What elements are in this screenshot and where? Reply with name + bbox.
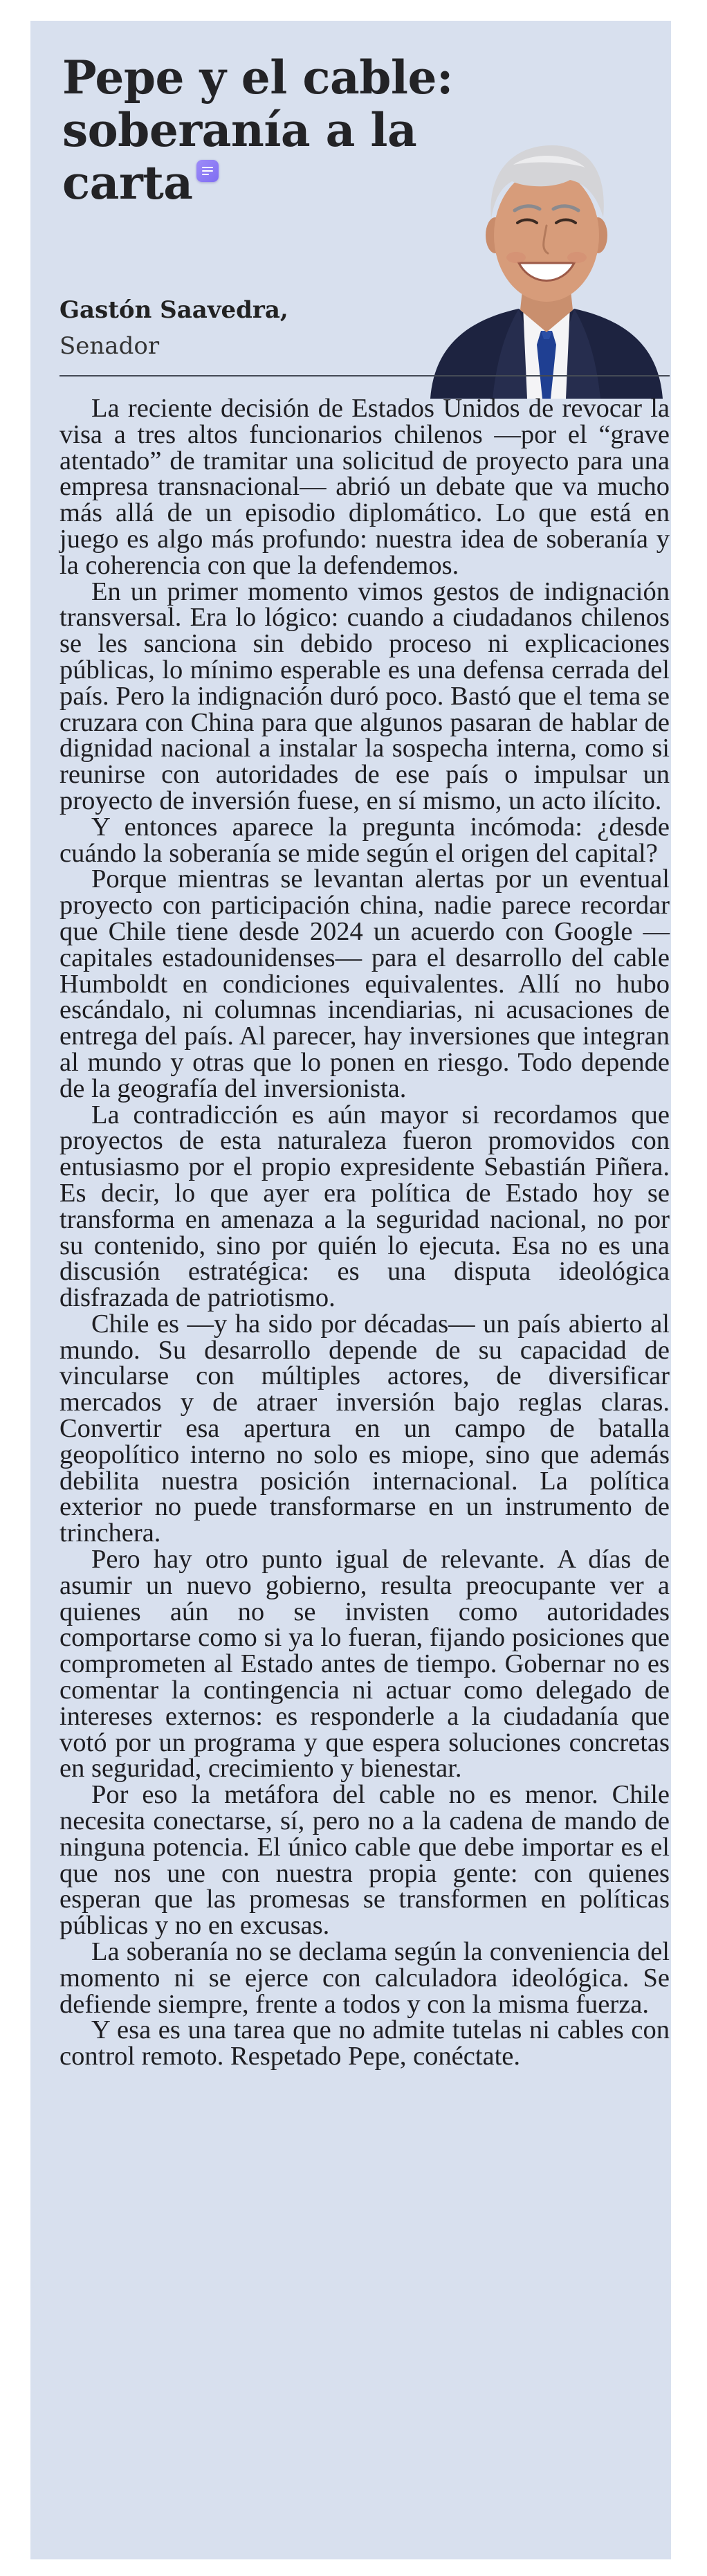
author-name: Gastón Saavedra,	[59, 296, 288, 324]
article-paragraph: Pero hay otro punto igual de relevante. A días de asumir un nuevo gobierno, resulta preocupante ver a quienes aún no se invisten como autoridades comportarse como si ya lo fueran, fijando posiciones que comprometen al Estado antes de tiempo. Gobernar no es comentar la contingencia ni actuar como delegado de intereses externos: es responderle a la ciudadanía que votó por un programa y que espera soluciones concretas en seguridad, crecimiento y bienestar.	[59, 1545, 670, 1784]
author-portrait	[410, 125, 683, 399]
author-role: Senador	[59, 332, 160, 360]
note-icon[interactable]	[196, 160, 219, 182]
article-paragraph: La reciente decisión de Estados Unidos de revocar la visa a tres altos funcionarios chilenos —por el “grave atentado” de tramitar una solicitud de proyecto para una empresa transnacional— abrió un debate que va mucho más allá de un episodio diplomático. Lo que está en juego es algo más profundo: nuestra idea de soberanía y la coherencia con que la defendemos.	[59, 394, 670, 580]
article-paragraph: Chile es —y ha sido por décadas— un país abierto al mundo. Su desarrollo depende de su capacidad de vincularse con múltiples actores, de diversificar mercados y de atraer inversión bajo reglas claras. Convertir esa apertura en un campo de batalla geopolítico interno no solo es miope, sino que además debilita nuestra posición internacional. La política exterior no puede transformarse en un instrumento de trinchera.	[59, 1309, 670, 1548]
article-paragraph: La contradicción es aún mayor si recordamos que proyectos de esta naturaleza fueron promovidos con entusiasmo por el propio expresidente Sebastián Piñera. Es decir, lo que ayer era política de Estado hoy se transforma en amenaza a la seguridad nacional, no por su contenido, sino por quién lo ejecuta. Esa no es una discusión estratégica: es una disputa ideológica disfrazada de patriotismo.	[59, 1100, 670, 1313]
article-paragraph: La soberanía no se declama según la conveniencia del momento ni se ejerce con calculadora ideológica. Se defiende siempre, frente a todos y con la misma fuerza.	[59, 1937, 670, 2019]
article-paragraph: Y esa es una tarea que no admite tutelas ni cables con control remoto. Respetado Pepe, conéctate.	[59, 2015, 670, 2071]
header-divider	[59, 375, 670, 377]
article-body	[59, 396, 670, 2070]
article-paragraph: Por eso la metáfora del cable no es menor. Chile necesita conectarse, sí, pero no a la cadena de mando de ninguna potencia. El único cable que debe importar es el que nos une con nuestra propia gente: con quienes esperan que las promesas se transformen en políticas públicas y no en excusas.	[59, 1780, 670, 1941]
article-column	[30, 21, 671, 2559]
article-paragraph: Y entonces aparece la pregunta incómoda: ¿desde cuándo la soberanía se mide según el origen del capital?	[59, 812, 670, 868]
article-paragraph: En un primer momento vimos gestos de indignación transversal. Era lo lógico: cuando a ciudadanos chilenos se les sanciona sin debido proceso ni explicaciones públicas, lo mínimo esperable es una defensa cerrada del país. Pero la indignación duró poco. Bastó que el tema se cruzara con China para que algunos pasaran de hablar de dignidad nacional a instalar la sospecha interna, como si reunirse con autoridades de ese país o impulsar un proyecto de inversión fuese, en sí mismo, un acto ilícito.	[59, 577, 670, 815]
article-paragraph: Porque mientras se levantan alertas por un eventual proyecto con participación china, nadie parece recordar que Chile tiene desde 2024 un acuerdo con Google —capitales estadounidenses— para el desarrollo del cable Humboldt en condiciones equivalentes. Allí no hubo escándalo, ni columnas incendiarias, ni acusaciones de entrega del país. Al parecer, hay inversiones que integran al mundo y otras que lo ponen en riesgo. Todo depende de la geografía del inversionista.	[59, 864, 670, 1103]
article-title-text: Pepe y el cable: soberanía a la carta	[62, 51, 453, 210]
